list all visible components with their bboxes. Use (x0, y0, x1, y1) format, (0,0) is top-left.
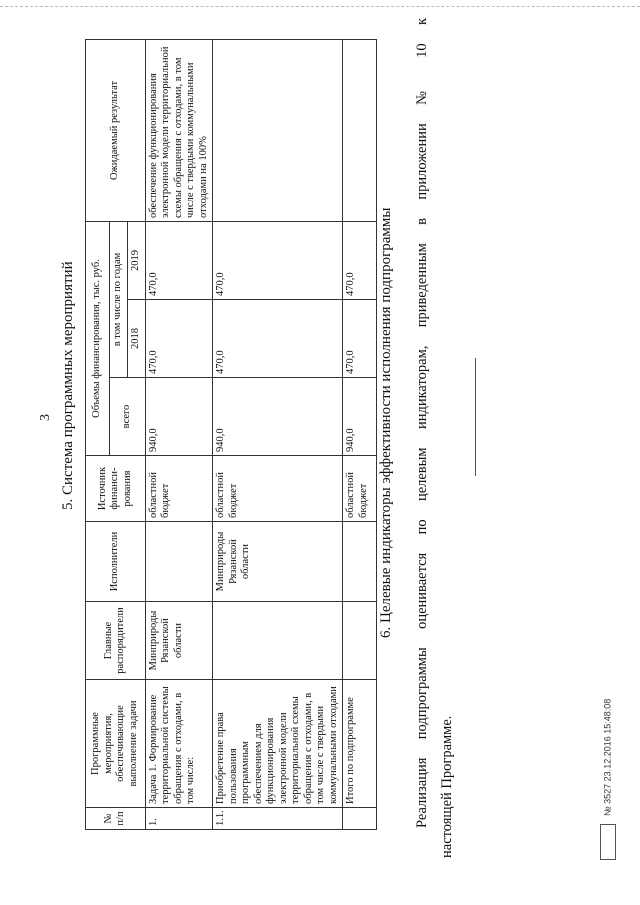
header-managers: Главные распорядители (86, 602, 146, 680)
header-funding: Объемы финансирования, тыс. руб. (86, 221, 110, 455)
table-row (213, 39, 343, 829)
header-total: всего (110, 378, 146, 456)
header-2019: 2019 (128, 221, 146, 299)
cell-source: областной бюджет (343, 456, 377, 522)
cell-result (213, 39, 343, 221)
cell-managers: Минприроды Рязанской области (145, 602, 213, 680)
cell-managers (343, 602, 377, 680)
header-num: № п/п (86, 808, 146, 830)
header-measure: Программные мероприятия, обеспечивающие выполнение задачи (86, 680, 146, 808)
section-6-title: 6. Целевые индикаторы эффективности исполнения подпрограммы (378, 207, 394, 638)
program-table-wrapper (85, 39, 377, 830)
section-5-title: 5. Система программных мероприятий (60, 261, 76, 510)
cell-measure: Приобретение права пользования программным обеспечением для функционирования электронной модели территориальной схемы обращения с отходами, в том числе с твердыми коммунальными отходами (213, 680, 343, 808)
cell-num (343, 808, 377, 830)
stamp-logo-icon (600, 824, 616, 860)
cell-total: 940,0 (145, 378, 213, 456)
cell-2018: 470,0 (213, 300, 343, 378)
registration-stamp (600, 699, 616, 860)
cell-2019: 470,0 (213, 221, 343, 299)
paragraph-line-2: настоящей Программе. (439, 715, 455, 858)
cell-result: обеспечение функционирования электронной модели территориальной схемы обращения с отходами, в том числе с твердыми коммунальными отходами на 100% (145, 39, 213, 221)
cell-result (343, 39, 377, 221)
cell-measure: Итого по подпрограмме (343, 680, 377, 808)
page-number: 3 (38, 414, 53, 421)
cell-executors (145, 522, 213, 602)
paragraph-line-1: Реализация подпрограммы оценивается по целевым индикаторам, приведенным в приложении № 10 к (414, 18, 430, 828)
cell-source: областной бюджет (213, 456, 343, 522)
cell-num: 1.1. (213, 808, 343, 830)
table-row (145, 39, 213, 829)
cell-source: областной бюджет (145, 456, 213, 522)
stamp-text: № 3527 23.12.2016 15:48:08 (602, 698, 613, 816)
cell-executors (343, 522, 377, 602)
cell-2018: 470,0 (343, 300, 377, 378)
header-2018: 2018 (128, 300, 146, 378)
cell-total: 940,0 (213, 378, 343, 456)
separator-line (475, 358, 476, 476)
cell-total: 940,0 (343, 378, 377, 456)
cell-2018: 470,0 (145, 300, 213, 378)
cell-managers (213, 602, 343, 680)
program-table (85, 39, 377, 830)
cell-executors: Минприроды Рязанской области (213, 522, 343, 602)
section-6-paragraph (410, 18, 460, 858)
header-by-years: в том числе по годам (110, 221, 128, 377)
cell-2019: 470,0 (343, 221, 377, 299)
header-source: Источник финанси-рования (86, 456, 146, 522)
table-row (343, 39, 377, 829)
cell-2019: 470,0 (145, 221, 213, 299)
cell-measure: Задача 1. Формирование территориальной системы обращения с отходами, в том числе: (145, 680, 213, 808)
header-result: Ожидаемый результат (86, 39, 146, 221)
scan-edge-line (0, 6, 640, 7)
cell-num: 1. (145, 808, 213, 830)
header-executors: Исполнители (86, 522, 146, 602)
